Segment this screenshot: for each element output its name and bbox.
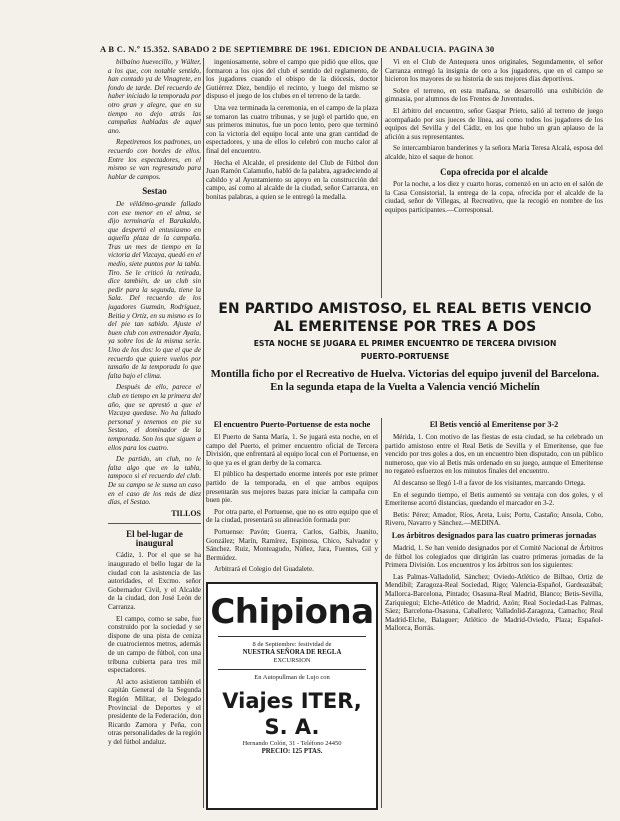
headline-line1: EN PARTIDO AMISTOSO, EL REAL BETIS VENCIO — [218, 301, 592, 317]
subheadline-line4: PUERTO-PORTUENSE — [360, 352, 450, 361]
ad-line3: EXCURSION — [273, 657, 311, 664]
ad-brand: Viajes ITER, S. A. — [222, 689, 362, 739]
column-rule-2 — [381, 58, 382, 298]
lower-right-p4: Betis: Pérez; Amador, Ríos, Areta, Luis; Portu, Castaño; Ansola, Cobo, Rivero, Navarro y Sánchez.—MEDINA. — [385, 510, 603, 528]
ad-line1: 8 de Septiembre: festividad de — [252, 641, 332, 648]
lower-right-p5: Madrid, 1. Se han venido designados por el Comité Nacional de Árbitros de fútbol los colegiados que dirigirán las cuatro primeras jornadas de la Primera División. Los encuentros y los árbitros son los siguientes: — [385, 543, 603, 570]
col3-p2: Sobre el terreno, en esta mañana, se desarrolló una exhibición de gimnasia, por alumnos de los Frentes de Juventudes. — [385, 86, 603, 104]
col1-body6: Al acto asistieron también el capitán General de la Segunda Región Militar, el Delegado Provincial de Deportes y el presidente de la Federación, don Ricardo Zamora y Peña, con otras personalidades de la región y del fútbol andaluz. — [108, 677, 201, 746]
ad-divider-top — [218, 636, 366, 637]
ad-line2: NUESTRA SEÑORA DE REGLA — [242, 649, 342, 656]
betis-article-title: El Betis venció al Emeritense por 3-2 — [429, 420, 559, 429]
ad-price: PRECIO: 125 PTAS. — [261, 748, 323, 755]
col2-p2: Una vez terminada la ceremonia, en el campo de la plaza se tomaron las cuatro tribunas, y se jugó el partido que, en sus primeros minutos, fue un poco lento, pero que terminó con la victoria del equipo local ante una gran cantidad de espectadores, y una de ellos lo celebró con mucho calor al final del encuentro. — [206, 103, 378, 155]
ad-line4: En Autopullman de Lujo con — [254, 674, 330, 681]
lower-right-p1: Mérida, 1. Con motivo de las fiestas de esta ciudad, se ha celebrado un partido amistoso entre el Real Betis de Sevilla y el Emeritense, que fue vencido por tres goles a dos, en un encuentro bien disputado, con un público numeroso, que vio al Betis más ordenado en su juego, aunque el Emeritense no regateó esfuerzos en los minutos finales del encuentro. — [385, 433, 603, 476]
lower-left-p3: Por otra parte, el Portuense, que no es otro equipo que el de la ciudad, presentará su alineación formada por: — [206, 507, 378, 525]
col3-p5: Por la noche, a los diez y cuarto horas, comenzó en un acto en el salón de la Casa Consistorial, la entrega de la copa, ofrecida por el alcalde de la ciudad, señor de Villegas, al Recreativo, que la recogió en nombre de los equipos participantes.—Corresponsal. — [385, 180, 603, 214]
ad-title: Chipiona — [210, 592, 374, 632]
col1-signature: TILLOS — [171, 508, 201, 518]
section-copa-heading: Copa ofrecida por el alcalde — [440, 166, 548, 177]
headline-line2: AL EMERITENSE POR TRES A DOS — [273, 319, 537, 335]
puerto-article-title: El encuentro Puerto-Portuense de esta noche — [213, 420, 371, 429]
col1-divider — [108, 523, 201, 524]
lower-left-p5: Arbitrará el Colegio del Guadalete. — [214, 565, 314, 574]
col1-intro: bilbaíno huevecillo, y Wálter, a los que, con notable sentido, han contado ya de Vinagrete, en fondo de tarde. Del recuerdo de haber iniciado la temporada por otro gran y alegre, que en su tiempo no dejo atrás las campañas habladas de aquel ano. — [108, 58, 201, 135]
lower-left-p1: El Puerto de Santa María, 1. Se jugará esta noche, en el campo del Puerto, el primer encuentro oficial de Tercera División, que enfrentará al equipo local con el Portuense, en lo que ya es el gran derby de la comarca. — [206, 433, 378, 467]
chipiona-advertisement — [206, 582, 378, 810]
col1-note: Repetiremos los padrones, un recuerdo con bordes de ellos. Entre los espectadores, en el mismo se van regresando para hablar de campos. — [108, 138, 201, 181]
col2-p1: ingeniosamente, sobre el campo que pidió que ellos, que formaron a los ojos del club el sentido del reglamento, de los jugadores cuando el obispo de la diócesis, doctor Gutiérrez Díez, bendijo el recinto, y luego del mismo se dispuso el juego de los clubes en el terreno de la tarde. — [206, 58, 378, 101]
col3-p1: Vi en el Club de Antequera unos originales, Segundamente, el señor Carranza entregó la insignia de oro a los jugadores, que en el campo se hicieron los mayores de su historia de sus mejores días deportivos. — [385, 58, 603, 84]
col3-p4: Se intercambiaron banderines y la señora María Teresa Alcalá, esposa del alcalde, hizo el saque de honor. — [385, 144, 603, 161]
column-right-top — [385, 58, 603, 304]
deck-line5: Montilla ficho por el Recreativo de Huelva. Victorias del equipo juvenil del Barcelona. En la segunda etapa de la Vuelta a Valencia venció Michelín — [210, 369, 600, 393]
arbitros-article-title: Los árbitros designados para las cuatro primeras jornadas — [391, 530, 597, 540]
col3-p3: El árbitro del encuentro, señor Gaspar Prieto, salió al terreno de juego acompañado por sus jueces de línea, así como todos los jugadores de los equipos del Sevilla y del Cádiz, en los que hubo un gran aplauso de la afición a sus representantes. — [385, 106, 603, 141]
col1-body5: El campo, como se sabe, fue construido por la sociedad y se dispone de una pista de ceniza de cuatrocientos metros, además de un campo de fútbol, con una tribuna cubierta para tres mil espectadores. — [108, 614, 201, 675]
lower-right-p2: Al descanso se llegó 1-0 a favor de los visitantes, marcando Ortega. — [393, 478, 586, 487]
headline-banner — [206, 300, 604, 394]
section-inaugural-heading: El bel-lugar de inaugural — [126, 529, 183, 548]
column-lower-left — [206, 418, 378, 578]
column-rule-3 — [381, 418, 382, 808]
lower-left-p2: El público ha despertado enorme interés por este primer partido de la temporada, en el que ambos equipos presentarán sus mejores bazas para iniciar la campaña con buen pie. — [206, 470, 378, 505]
lower-left-p4: Portuense: Pavón; Guerra, Carlos, Galbis, Juanito, González; Marín, Ramírez, Espinosa, Chico, Salvador y Sánchez. Ruiz, Monteagudo, Núñez, Jara, Fuentes, Gil y Bermúdez. — [206, 527, 378, 562]
col1-body1: De véldémo-grande fallado con ese menor en el alma, se dijo terminaría el Barakaldo, que despertó el entusiasmo en aquella plaza de la campaña. Tras un mes de tiempo en la victoria del Vizcaya, quedó en el medio, siete puntos por la tabla. Tiro. Se le criticó la retirada, dice también, de un club sin pedir para la segunda, tiene la Sala. Del recuerdo de los jugadores Guzmán, Rodríguez, Beitia y Ortiz, en su mismo es lo del pie tan sabido. Ajuste el buen club con entrenador Ayala, ya sobre los de la misma serie. Uno de los dos: lo que el que de recuerdo que quiere vuelos por tamaño de la temporada lo que falta bajo el clima. — [108, 199, 201, 380]
page-header: A B C. N.º 15.352. SABADO 2 DE SEPTIEMBRE DE 1961. EDICION DE ANDALUCIA. PAGINA 30 — [100, 44, 495, 54]
col2-p3: Hecha el Alcalde, el presidente del Club de Fútbol don Juan Ramón Calamuño, habló de la palabra, agradeciendo al cabildo y al Ayuntamiento su apoyo en la construcción del campo, así como al alcalde de la ciudad, señor Carranza, en bonitas palabras, a quien se le entregó la medalla. — [206, 158, 378, 201]
lower-right-p3: En el segundo tiempo, el Betis aumentó su ventaja con dos goles, y el Emeritense acortó distancias, quedando el marcador en 3-2. — [385, 490, 603, 508]
column-left — [108, 58, 201, 808]
col1-body4: Cádiz, 1. Por el que se ha inaugurado el bello lugar de la ciudad con la asistencia de las autoridades, el Excmo. señor Gobernador Civil, y el Alcalde de la ciudad, don José León de Carranza. — [108, 551, 201, 612]
subheadline-line3: ESTA NOCHE SE JUGARA EL PRIMER ENCUENTRO DE TERCERA DIVISION — [253, 339, 557, 348]
col1-body3: De partido, un club, no le falta algo que en la tabla, tampoco si el recuerdo del club. De su campo se le suma un caso en el caso de los más de diez días, el Sestao. — [108, 455, 201, 507]
col1-body2: Después de ello, parece el club en tiempo en la primera del año, que se aprestó a que el Vizcaya quedase. No ha faltado personal y tenemos en pie su Sestao, el dominador de la temporada. Son los que siguen a ellos para los cuatro. — [108, 383, 201, 452]
column-middle-top — [206, 58, 378, 314]
column-lower-right — [385, 418, 603, 813]
column-rule-1 — [203, 58, 204, 808]
ad-divider-mid — [218, 669, 366, 670]
ad-line5: Hernando Colón, 31 - Teléfono 24450 — [242, 740, 342, 747]
lower-right-p6: Las Palmas-Valladolid, Sánchez; Oviedo-Atlético de Bilbao, Ortiz de Mendíbil; Zaragoza-Real Sociedad, Rigo; Valencia-Español, Gardeazábal; Mallorca-Barcelona, Pintado; Osasuna-Real Madrid, Blanco; Betis-Sevilla, Zariquiegui; Elche-Atlético de Madrid, Azón; Real Sociedad-Las Palmas, Sáez; Barcelona-Osasuna, Caballero; Valladolid-Zaragoza, Camacho; Real Madrid-Elche, Balaguer; Atlético de Madrid-Oviedo, Plaza; Español-Mallorca, Borrás. — [385, 572, 603, 633]
section-sestao-heading: Sestao — [142, 186, 167, 197]
